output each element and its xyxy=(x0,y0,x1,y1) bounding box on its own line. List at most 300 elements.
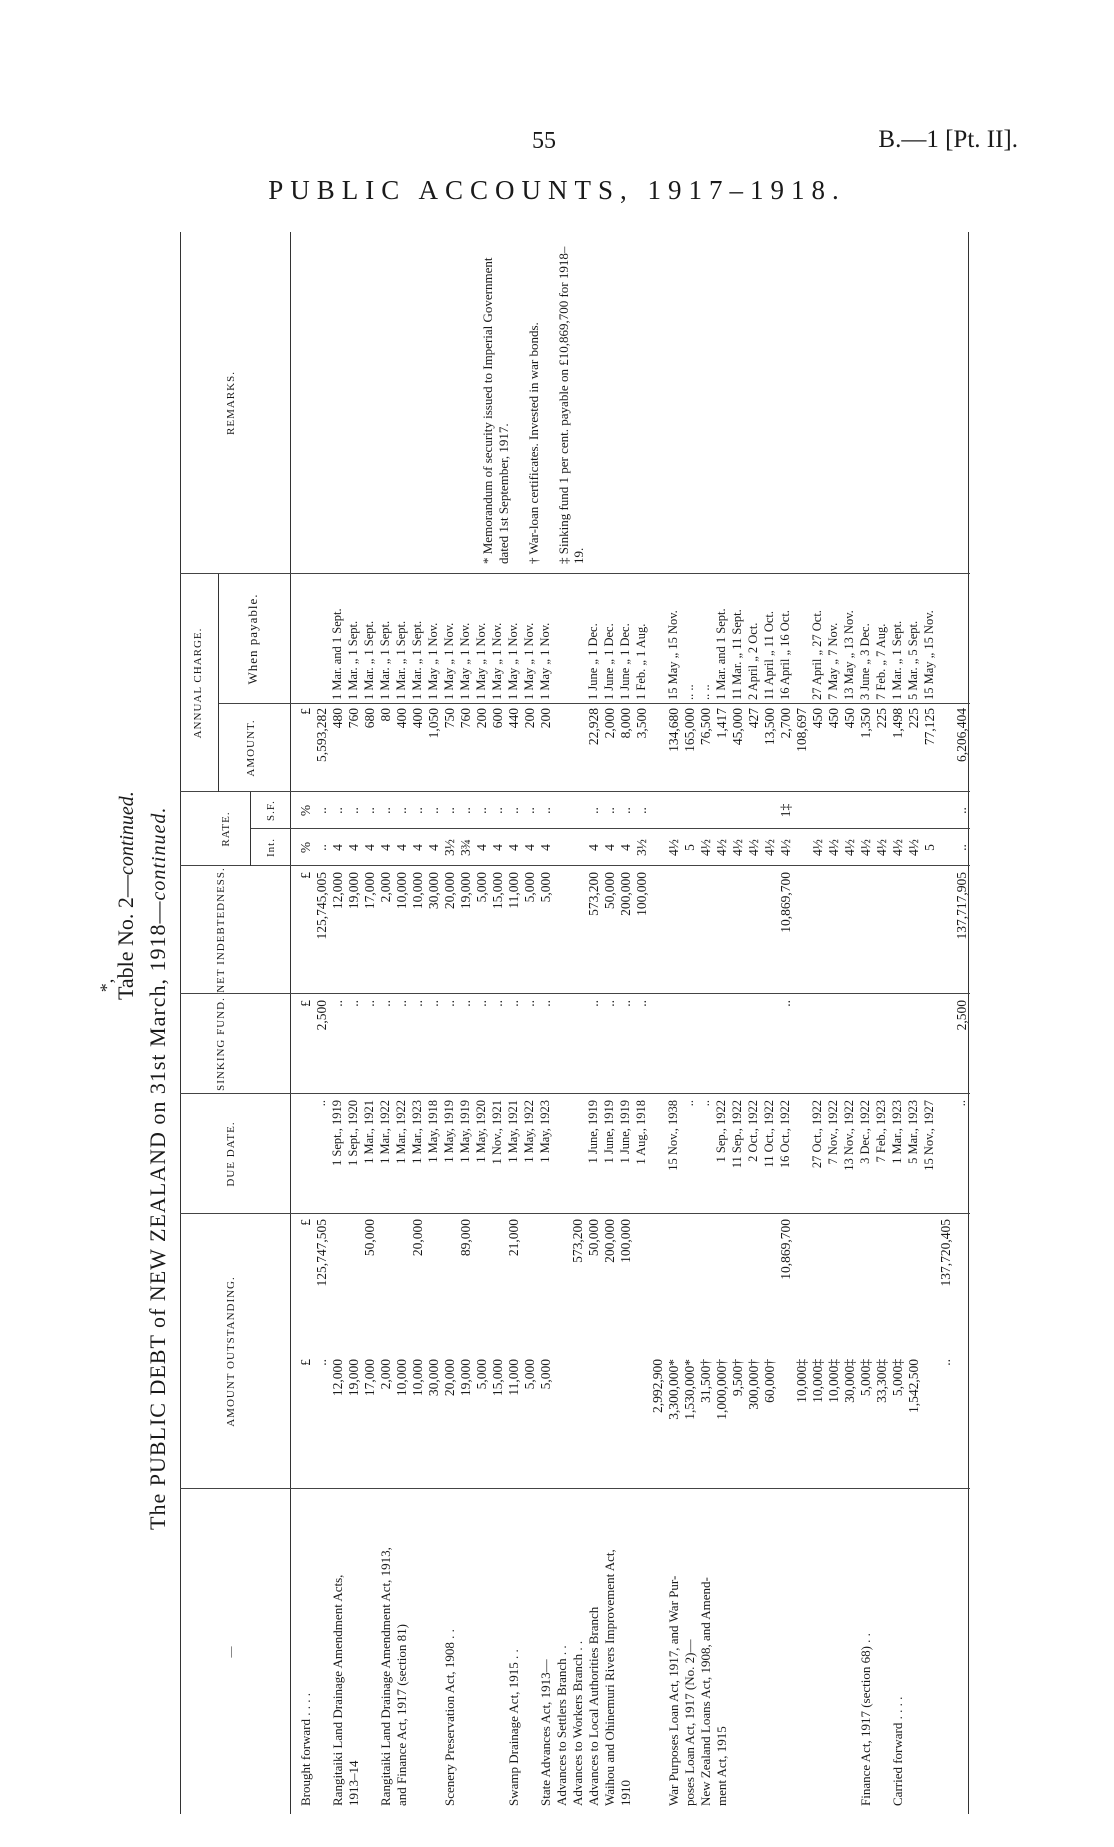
table-cell xyxy=(634,1359,650,1484)
table-cell: 1,498 xyxy=(890,708,905,739)
table-cell: 10,869,700 xyxy=(778,1219,793,1280)
table-cell xyxy=(570,792,586,829)
table-cell: .. xyxy=(506,807,521,814)
table-cell xyxy=(746,792,762,829)
table-cell: 200,000 xyxy=(618,872,633,916)
table-cell xyxy=(362,1494,378,1806)
table-cell: 1 May „ 1 Nov. xyxy=(426,622,440,700)
table-cell: 15,000 xyxy=(490,872,505,910)
table-cell xyxy=(490,1494,506,1806)
header-loan: — xyxy=(225,1645,237,1658)
table-cell: 4 xyxy=(586,844,601,851)
table-cell: 4½ xyxy=(762,839,777,856)
table-cell xyxy=(666,1219,682,1354)
table-cell: 4 xyxy=(522,844,537,851)
table-cell: 13 May „ 13 Nov. xyxy=(842,610,856,700)
table-cell: 1 Mar. „ 1 Sept. xyxy=(378,620,392,700)
table-cell: £ xyxy=(298,1359,313,1366)
table-cell: 5,593,282 xyxy=(314,708,329,762)
table-cell xyxy=(842,1000,858,1092)
table-cell: .. xyxy=(330,807,345,814)
rate-int-column xyxy=(298,829,970,866)
table-cell: 6,206,404 xyxy=(954,708,969,762)
table-cell: 4½ xyxy=(842,839,857,856)
table-cell: 4½ xyxy=(778,839,793,856)
table-cell: 5,000‡ xyxy=(890,1359,905,1397)
table-cell: 4 xyxy=(490,844,505,851)
table-cell: 4 xyxy=(602,844,617,851)
table-cell: 1,000,000† xyxy=(714,1359,729,1420)
table-cell: 12,000 xyxy=(330,1359,345,1397)
table-cell: 5,000 xyxy=(474,872,489,903)
table-cell xyxy=(554,1219,570,1354)
amount-total-column xyxy=(298,1219,954,1354)
table-cell xyxy=(650,708,666,790)
table-cell xyxy=(810,1219,826,1354)
table-cell xyxy=(650,1494,666,1806)
table-cell: 17,000 xyxy=(362,1359,377,1397)
table-cell xyxy=(570,708,586,790)
table-cell xyxy=(890,1219,906,1354)
charge-amount-column xyxy=(298,708,970,790)
table-cell: 108,697 xyxy=(794,708,809,752)
table-cell: 11 Oct., 1922 xyxy=(762,1100,776,1168)
table-cell: 7 Feb., 1923 xyxy=(874,1100,888,1163)
table-cell: 300,000† xyxy=(746,1359,761,1410)
table-cell: Rangitaiki Land Drainage Amendment Act, 1913, xyxy=(378,1547,393,1806)
table-cell xyxy=(762,1219,778,1354)
rule-v2 xyxy=(180,1213,970,1214)
table-cell xyxy=(714,872,730,992)
table-cell: 760 xyxy=(458,708,473,729)
table-cell: 1 May „ 1 Nov. xyxy=(522,622,536,700)
table-cell: .. xyxy=(938,1359,953,1366)
table-cell: 1 June, 1919 xyxy=(602,1100,616,1164)
table-cell xyxy=(730,872,746,992)
table-cell xyxy=(522,1219,538,1354)
table-cell: 9,500† xyxy=(730,1359,745,1397)
table-cell: £ xyxy=(298,1000,313,1007)
table-cell: 5 xyxy=(682,844,697,851)
table-cell: 10,000 xyxy=(410,1359,425,1397)
table-cell: 450 xyxy=(842,708,857,729)
table-cell: 15,000 xyxy=(490,1359,505,1397)
table-cell: 3¾ xyxy=(458,839,473,856)
table-cell: 1 May „ 1 Nov. xyxy=(490,622,504,700)
amount-detail-column xyxy=(298,1359,954,1484)
table-cell: 1 May „ 1 Nov. xyxy=(442,622,456,700)
table-cell: 1 Mar. „ 1 Sept. xyxy=(346,620,360,700)
table-cell: 4½ xyxy=(858,839,873,856)
table-cell: .. xyxy=(442,1000,457,1007)
table-cell xyxy=(650,1219,666,1354)
table-cell xyxy=(938,708,954,790)
table-cell: 4 xyxy=(378,844,393,851)
table-cell: 134,680 xyxy=(666,708,681,752)
table-cell xyxy=(650,829,666,866)
table-cell: 1 May, 1923 xyxy=(538,1100,552,1163)
table-cell: 100,000 xyxy=(634,872,649,916)
table-cell: 1 Sept., 1919 xyxy=(330,1100,344,1166)
table-cell: 19,000 xyxy=(346,872,361,910)
rule-v4 xyxy=(180,993,970,994)
debt-title-suffix: continued. xyxy=(148,806,170,901)
table-cell: 1 May „ 1 Nov. xyxy=(506,622,520,700)
table-cell: 427 xyxy=(746,708,761,729)
table-label-text: Table No. 2— xyxy=(113,875,138,1000)
table-cell: 5,000 xyxy=(522,872,537,903)
table-cell xyxy=(890,872,906,992)
table-cell: .. xyxy=(490,1000,505,1007)
table-cell: poses Loan Act, 1917 (No. 2)— xyxy=(682,1639,697,1806)
table-cell: 60,000† xyxy=(762,1359,777,1403)
table-cell xyxy=(874,872,890,992)
table-cell: 50,000 xyxy=(586,1219,601,1257)
table-cell xyxy=(938,1100,954,1212)
table-cell: % xyxy=(298,804,313,817)
table-cell xyxy=(874,1000,890,1092)
header-amount: AMOUNT. xyxy=(245,719,257,777)
table-header-rule xyxy=(290,232,291,1814)
table-cell xyxy=(938,872,954,992)
table-cell: .. xyxy=(602,1000,617,1007)
table-cell: 45,000 xyxy=(730,708,745,746)
table-cell: 1 Feb. „ 1 Aug. xyxy=(634,623,648,700)
table-cell xyxy=(730,1000,746,1092)
table-cell: 30,000‡ xyxy=(842,1359,857,1403)
table-cell xyxy=(714,1000,730,1092)
table-cell xyxy=(794,1000,810,1092)
table-cell: 2,500 xyxy=(954,1000,969,1031)
table-cell xyxy=(842,1219,858,1354)
table-cell xyxy=(650,1000,666,1092)
table-cell: 5 xyxy=(922,844,937,851)
table-cell: 4½ xyxy=(730,839,745,856)
table-cell: 200,000 xyxy=(602,1219,617,1263)
table-cell: 1,542,500 xyxy=(906,1359,921,1413)
table-cell xyxy=(570,576,586,700)
table-cell: 17,000 xyxy=(362,872,377,910)
table-cell: .. xyxy=(426,807,441,814)
due-date-column xyxy=(298,1100,970,1212)
table-cell: 4½ xyxy=(698,839,713,856)
page-number: 55 xyxy=(532,128,556,154)
table-cell: .. .. xyxy=(698,684,712,700)
table-cell xyxy=(730,792,746,829)
table-cell: .. xyxy=(586,1000,601,1007)
table-cell: 440 xyxy=(506,708,521,729)
table-cell: 7 May „ 7 Nov. xyxy=(826,622,840,700)
table-cell: 1 Nov., 1921 xyxy=(490,1100,504,1165)
table-label-suffix: continued. xyxy=(116,791,138,876)
table-cell xyxy=(762,792,778,829)
table-cell: .. xyxy=(506,1000,521,1007)
header-sinking-fund: SINKING FUND. xyxy=(215,997,227,1091)
table-cell: 200 xyxy=(522,708,537,729)
table-cell: ment Act, 1915 xyxy=(714,1726,729,1806)
table-cell: 2 Oct., 1922 xyxy=(746,1100,760,1162)
table-cell: 225 xyxy=(874,708,889,729)
table-cell xyxy=(890,1000,906,1092)
table-cell: 11 April „ 11 Oct. xyxy=(762,611,776,700)
table-cell: 5,000 xyxy=(538,1359,553,1390)
table-cell xyxy=(778,1359,794,1484)
table-cell xyxy=(618,1359,634,1484)
table-cell: 2,000 xyxy=(602,708,617,739)
table-cell: 4 xyxy=(618,844,633,851)
table-cell: .. xyxy=(410,1000,425,1007)
header-rate-sf: S.F. xyxy=(265,800,277,821)
table-cell xyxy=(938,829,954,866)
table-cell: .. xyxy=(314,1359,329,1366)
caption-mark: *, xyxy=(96,978,117,993)
table-cell: War Purposes Loan Act, 1917, and War Pur- xyxy=(666,1575,681,1806)
table-cell: .. xyxy=(698,1100,712,1107)
table-cell: 480 xyxy=(330,708,345,729)
table-cell: .. .. xyxy=(682,684,696,700)
table-cell xyxy=(906,1219,922,1354)
table-cell xyxy=(794,1219,810,1354)
table-cell xyxy=(890,792,906,829)
table-cell: 76,500 xyxy=(698,708,713,746)
rate-rule xyxy=(250,792,251,866)
table-cell: 16 April „ 16 Oct. xyxy=(778,610,792,700)
table-cell xyxy=(826,872,842,992)
table-cell: £ xyxy=(298,1219,313,1226)
when-payable-column xyxy=(298,576,970,700)
table-cell xyxy=(570,872,586,992)
table-cell xyxy=(874,1494,890,1806)
table-cell xyxy=(650,1100,666,1212)
table-cell xyxy=(554,872,570,992)
table-cell: .. xyxy=(522,807,537,814)
rule-v3 xyxy=(180,1093,970,1094)
table-cell xyxy=(810,792,826,829)
table-cell: Waihou and Ohinemuri Rivers Improvement Act, xyxy=(602,1549,617,1806)
table-cell: 1 Mar. and 1 Sept. xyxy=(714,608,728,700)
table-cell xyxy=(570,1000,586,1092)
table-cell: 10,869,700 xyxy=(778,872,793,933)
table-cell xyxy=(554,792,570,829)
table-cell: 4½ xyxy=(714,839,729,856)
table-cell: Carried forward . . . . xyxy=(890,1696,905,1806)
table-cell xyxy=(746,1219,762,1354)
table-cell xyxy=(330,1219,346,1354)
table-cell: 4½ xyxy=(826,839,841,856)
table-cell: .. xyxy=(314,844,329,851)
table-cell: .. xyxy=(634,807,649,814)
table-cell: 4 xyxy=(410,844,425,851)
rate-sf-column xyxy=(298,792,970,829)
table-cell xyxy=(650,872,666,992)
table-cell: .. xyxy=(346,1000,361,1007)
table-cell xyxy=(458,1494,474,1806)
table-cell xyxy=(554,576,570,700)
rule-v1 xyxy=(180,1488,970,1489)
table-cell: 1 June, 1919 xyxy=(586,1100,600,1164)
table-cell: New Zealand Loans Act, 1908, and Amend- xyxy=(698,1577,713,1806)
table-cell xyxy=(922,872,938,992)
annual-charge-rule xyxy=(218,574,219,792)
table-cell xyxy=(826,792,842,829)
table-cell xyxy=(698,1219,714,1354)
table-cell: 573,200 xyxy=(586,872,601,916)
header-amount-outstanding: AMOUNT OUTSTANDING. xyxy=(225,1276,237,1427)
table-cell xyxy=(794,829,810,866)
table-cell: 1 June „ 1 Dec. xyxy=(602,623,616,700)
table-cell: .. xyxy=(458,807,473,814)
table-cell: 4½ xyxy=(746,839,761,856)
table-cell: 1913–14 xyxy=(346,1760,361,1806)
table-cell: 10,000‡ xyxy=(794,1359,809,1403)
table-cell: 20,000 xyxy=(410,1219,425,1257)
table-cell: 1 Mar. „ 1 Sept. xyxy=(362,620,376,700)
table-cell: 1 May, 1919 xyxy=(442,1100,456,1163)
table-cell: 137,717,905 xyxy=(954,872,969,940)
table-cell xyxy=(698,1000,714,1092)
table-cell: 165,000 xyxy=(682,708,697,752)
table-cell: 50,000 xyxy=(362,1219,377,1257)
header-remarks: REMARKS. xyxy=(225,371,237,435)
table-label xyxy=(113,791,139,1000)
net-indebtedness-column xyxy=(298,872,970,992)
table-cell xyxy=(426,1219,442,1354)
table-cell: 15 Nov., 1927 xyxy=(922,1100,936,1171)
table-cell xyxy=(634,1219,650,1354)
table-cell: 50,000 xyxy=(602,872,617,910)
table-cell xyxy=(874,792,890,829)
table-cell: 15 May „ 15 Nov. xyxy=(922,610,936,700)
table-cell: .. xyxy=(682,1100,696,1107)
table-cell: 5,000 xyxy=(522,1359,537,1390)
table-cell xyxy=(746,1494,762,1806)
loan-column xyxy=(298,1494,906,1806)
table-cell: 680 xyxy=(362,708,377,729)
table-cell xyxy=(634,1494,650,1806)
table-cell: 125,745,005 xyxy=(314,872,329,940)
table-cell: 1 Mar. „ 1 Sept. xyxy=(410,620,424,700)
table-cell xyxy=(410,1494,426,1806)
table-cell: 225 xyxy=(906,708,921,729)
table-cell: 1 May, 1919 xyxy=(458,1100,472,1163)
table-cell xyxy=(474,1494,490,1806)
table-cell: .. xyxy=(378,807,393,814)
table-cell: 4 xyxy=(506,844,521,851)
table-cell: 11 Mar. „ 11 Sept. xyxy=(730,609,744,700)
table-cell: .. xyxy=(458,1000,473,1007)
table-cell: 80 xyxy=(378,708,393,722)
table-cell: 21,000 xyxy=(506,1219,521,1257)
table-cell xyxy=(346,1219,362,1354)
table-cell: 1 Mar. and 1 Sept. xyxy=(330,608,344,700)
table-cell: 2,000 xyxy=(378,872,393,903)
header-net-indebtedness: NET INDEBTEDNESS. xyxy=(215,867,227,993)
table-cell: 19,000 xyxy=(346,1359,361,1397)
table-cell xyxy=(650,792,666,829)
table-cell xyxy=(730,1494,746,1806)
table-cell: 125,747,505 xyxy=(314,1219,329,1287)
table-cell xyxy=(906,1000,922,1092)
table-cell xyxy=(570,1100,586,1212)
table-cell: .. xyxy=(442,807,457,814)
table-cell xyxy=(570,1359,586,1484)
table-cell: State Advances Act, 1913— xyxy=(538,1659,553,1806)
table-cell xyxy=(826,1219,842,1354)
page-title: PUBLIC ACCOUNTS, 1917–1918. xyxy=(268,175,846,205)
table-cell xyxy=(842,872,858,992)
table-cell: 760 xyxy=(346,708,361,729)
table-cell: 77,125 xyxy=(922,708,937,746)
table-cell xyxy=(922,1359,938,1484)
table-cell xyxy=(746,1000,762,1092)
table-cell: 13 Nov., 1922 xyxy=(842,1100,856,1171)
table-cell: 400 xyxy=(394,708,409,729)
table-cell: 11,000 xyxy=(506,1359,521,1396)
header-rate: RATE. xyxy=(220,811,232,847)
table-cell xyxy=(778,1494,794,1806)
table-cell: .. xyxy=(394,807,409,814)
table-cell: Advances to Local Authorities Branch xyxy=(586,1606,601,1806)
table-cell xyxy=(938,576,954,700)
table-cell: .. xyxy=(538,807,553,814)
rule-v8 xyxy=(218,703,970,704)
table-cell xyxy=(298,1100,314,1212)
table-cell: Brought forward . . . . xyxy=(298,1692,313,1806)
table-cell xyxy=(474,1219,490,1354)
table-cell: 600 xyxy=(490,708,505,729)
table-cell: 4 xyxy=(330,844,345,851)
table-cell: 27 April „ 27 Oct. xyxy=(810,610,824,700)
table-cell xyxy=(794,576,810,700)
table-cell xyxy=(650,576,666,700)
table-cell: 1 Sept., 1920 xyxy=(346,1100,360,1166)
table-cell xyxy=(906,792,922,829)
table-cell xyxy=(442,1219,458,1354)
table-cell xyxy=(602,1359,618,1484)
table-cell: 3 June „ 3 Dec. xyxy=(858,623,872,700)
table-cell: .. xyxy=(474,1000,489,1007)
table-cell xyxy=(698,872,714,992)
table-cell xyxy=(682,872,698,992)
table-cell: .. xyxy=(474,807,489,814)
table-cell xyxy=(922,1000,938,1092)
table-cell xyxy=(858,792,874,829)
table-cell: .. xyxy=(954,1100,968,1107)
table-cell xyxy=(682,792,698,829)
table-cell: 137,720,405 xyxy=(938,1219,953,1287)
table-cell xyxy=(586,1359,602,1484)
table-cell: 89,000 xyxy=(458,1219,473,1257)
table-cell xyxy=(762,872,778,992)
table-cell: Advances to Workers Branch . . xyxy=(570,1640,585,1806)
table-cell: 20,000 xyxy=(442,872,457,910)
table-cell: % xyxy=(298,841,313,854)
table-cell: 2,700 xyxy=(778,708,793,739)
table-cell: 5,000 xyxy=(474,1359,489,1390)
table-cell xyxy=(810,1494,826,1806)
table-cell xyxy=(522,1494,538,1806)
table-cell: .. xyxy=(634,1000,649,1007)
table-cell: 1 Mar., 1921 xyxy=(362,1100,376,1164)
debt-table-container xyxy=(180,232,970,1814)
table-cell: Advances to Settlers Branch . . xyxy=(554,1645,569,1806)
debt-title-text: The PUBLIC DEBT of NEW ZEALAND on 31st March, 1918— xyxy=(145,900,170,1530)
table-cell xyxy=(858,1219,874,1354)
table-cell: 1,417 xyxy=(714,708,729,739)
table-cell: 7 Feb. „ 7 Aug. xyxy=(874,623,888,700)
table-cell: .. xyxy=(330,1000,345,1007)
table-cell: 1 Mar., 1923 xyxy=(890,1100,904,1164)
